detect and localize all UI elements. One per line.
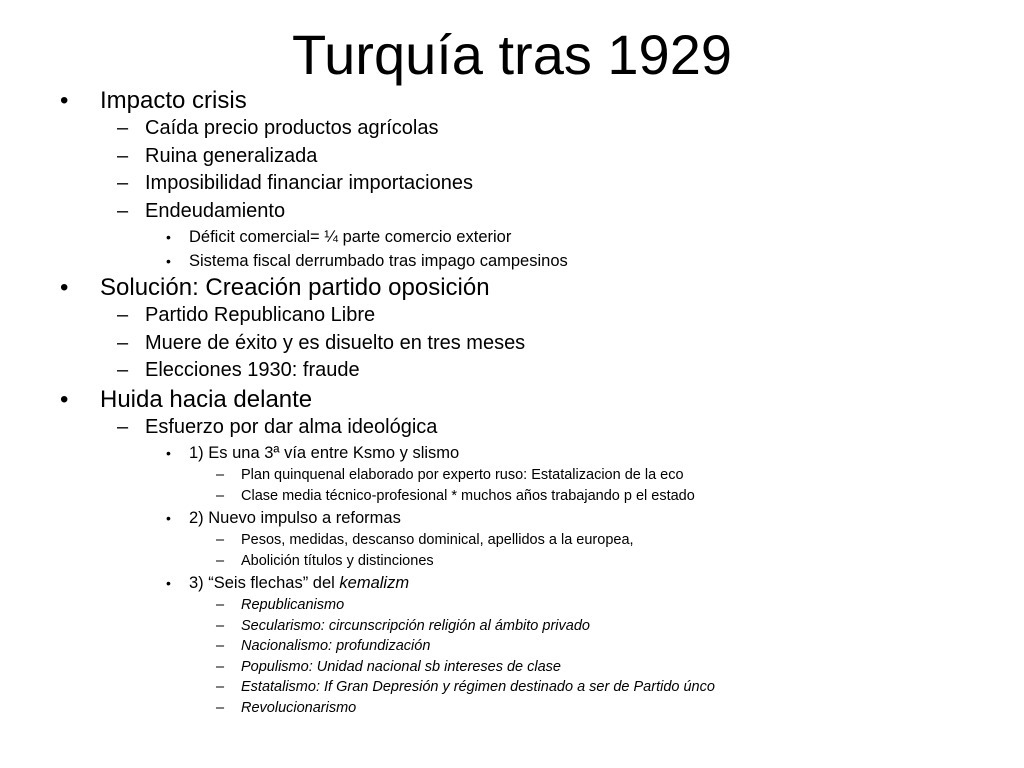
dash-marker: –: [117, 172, 129, 194]
slide-title: Turquía tras 1929: [292, 23, 732, 86]
dash-marker: –: [216, 679, 225, 695]
dash-marker: –: [216, 699, 225, 716]
bullet-level1: [0, 385, 1024, 414]
bullet-text: Clase media técnico-profesional * muchos años trabajando p el estado: [241, 487, 695, 504]
dash-marker: –: [216, 487, 225, 504]
bullet-text: Esfuerzo por dar alma ideológica: [145, 415, 438, 438]
bullet-level2: [0, 330, 1024, 358]
bullet-text: Déficit comercial= ¼ parte comercio exterior: [189, 228, 512, 246]
bullet-level2: [0, 115, 1024, 143]
dash-marker: –: [216, 617, 225, 634]
bullet-level2: [0, 414, 1024, 442]
bullet-text: Revolucionarismo: [241, 699, 357, 716]
dash-marker: –: [216, 532, 225, 548]
bullet-text: Caída precio productos agrícolas: [145, 117, 439, 139]
bullet-text: 1) Es una 3ª vía entre Ksmo y slismo: [189, 444, 460, 462]
bullet-level1: [0, 86, 1024, 115]
bullet-text: 2) Nuevo impulso a reformas: [189, 509, 401, 527]
bullet-marker: •: [166, 575, 171, 591]
bullet-text: Secularismo: circunscripción religión al ámbito privado: [241, 617, 590, 634]
bullet-level4: [0, 657, 1024, 678]
bullet-text: Ruina generalizada: [145, 144, 318, 167]
bullet-text: Abolición títulos y distinciones: [241, 552, 434, 569]
bullet-text: Sistema fiscal derrumbado tras impago campesinos: [189, 252, 568, 270]
bullet-level4: [0, 698, 1024, 719]
bullet-text: Impacto crisis: [100, 87, 247, 114]
bullet-text: Partido Republicano Libre: [145, 304, 376, 326]
bullet-text: Populismo: Unidad nacional sb intereses de clase: [241, 658, 561, 675]
bullet-marker: •: [60, 87, 69, 114]
bullet-text-plain: 3) “Seis flechas” del: [189, 574, 340, 592]
bullet-marker: •: [60, 385, 69, 413]
bullet-text: Plan quinquenal elaborado por experto ruso: Estatalizacion de la eco: [241, 467, 684, 483]
bullet-text: Estatalismo: If Gran Depresión y régimen destinado a ser de Partido únco: [241, 679, 715, 695]
slide-content: [0, 86, 1024, 718]
bullet-level3: [0, 506, 1024, 530]
dash-marker: –: [216, 467, 225, 483]
bullet-level3: [0, 441, 1024, 465]
dash-marker: –: [216, 552, 225, 569]
dash-marker: –: [117, 359, 129, 381]
bullet-level2: [0, 198, 1024, 226]
dash-marker: –: [216, 597, 225, 613]
bullet-level4: [0, 677, 1024, 698]
bullet-level4: [0, 530, 1024, 551]
bullet-level2: [0, 143, 1024, 171]
bullet-level2: [0, 357, 1024, 385]
bullet-marker: •: [166, 253, 171, 269]
bullet-text: Nacionalismo: profundización: [241, 638, 431, 654]
dash-marker: –: [216, 638, 225, 654]
dash-marker: –: [117, 199, 129, 222]
dash-marker: –: [117, 144, 129, 167]
dash-marker: –: [117, 304, 129, 326]
bullet-level3: [0, 225, 1024, 249]
bullet-marker: •: [166, 510, 171, 526]
bullet-text: Elecciones 1930: fraude: [145, 359, 360, 381]
bullet-marker: •: [166, 229, 171, 245]
bullet-marker: •: [60, 274, 69, 301]
dash-marker: –: [216, 658, 225, 675]
bullet-level4: [0, 616, 1024, 637]
dash-marker: –: [117, 331, 129, 354]
dash-marker: –: [117, 415, 129, 438]
bullet-text: Muere de éxito y es disuelto en tres meses: [145, 331, 526, 354]
bullet-text: [189, 571, 409, 595]
bullet-level4: [0, 636, 1024, 657]
bullet-text: Endeudamiento: [145, 199, 286, 222]
bullet-level3: [0, 249, 1024, 273]
dash-marker: –: [117, 117, 129, 139]
bullet-level4: [0, 486, 1024, 507]
bullet-marker: •: [166, 445, 171, 461]
bullet-level4: [0, 551, 1024, 572]
bullet-level2: [0, 170, 1024, 198]
bullet-level3: [0, 571, 1024, 595]
bullet-level4: [0, 465, 1024, 486]
bullet-text: Pesos, medidas, descanso dominical, apellidos a la europea,: [241, 532, 634, 548]
bullet-level2: [0, 302, 1024, 330]
bullet-text: Republicanismo: [241, 597, 345, 613]
bullet-text-italic: kemalizm: [339, 574, 410, 592]
bullet-level4: [0, 595, 1024, 616]
bullet-text: Solución: Creación partido oposición: [100, 274, 490, 301]
bullet-text: Huida hacia delante: [100, 385, 313, 413]
bullet-level1: [0, 273, 1024, 302]
bullet-text: Imposibilidad financiar importaciones: [145, 172, 473, 194]
